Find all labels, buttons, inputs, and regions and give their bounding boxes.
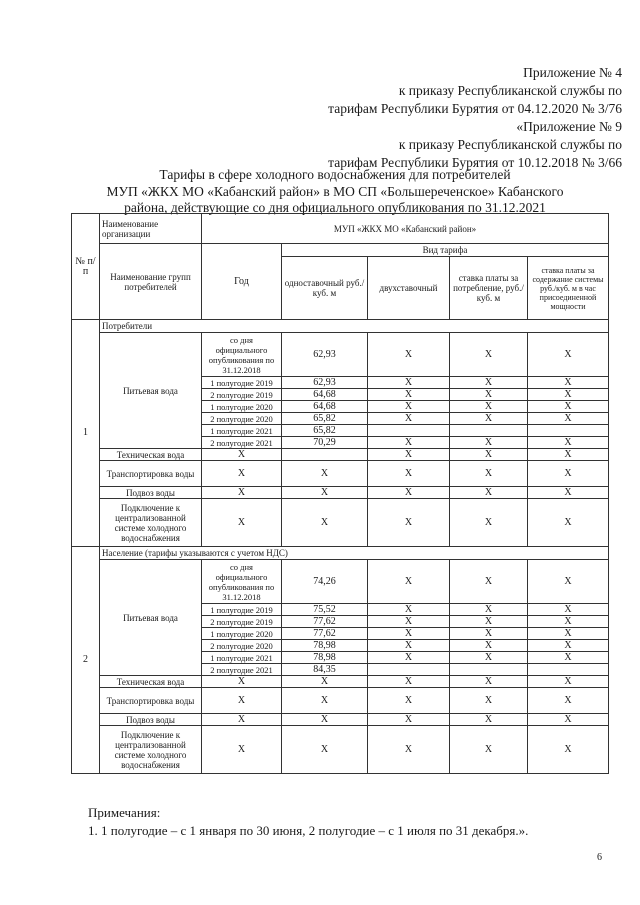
table-row xyxy=(72,688,609,714)
year-value: X xyxy=(202,487,282,499)
period-label: 1 полугодие 2019 xyxy=(202,377,282,389)
consumption-rate-value: X xyxy=(450,389,528,401)
single-rate-value: X xyxy=(282,499,368,547)
capacity-rate-value: X xyxy=(528,487,609,499)
consumer-group-name: Подключение к централизованной системе холодного водоснабжения xyxy=(100,726,202,774)
consumption-rate-value: X xyxy=(450,377,528,389)
two-rate-value: X xyxy=(368,487,450,499)
consumption-rate-value: X xyxy=(450,652,528,664)
single-rate-value: 62,93 xyxy=(282,377,368,389)
consumer-group-name: Техническая вода xyxy=(100,449,202,461)
section-title-row xyxy=(72,547,609,560)
consumer-group-name: Подключение к централизованной системе холодного водоснабжения xyxy=(100,499,202,547)
table-row xyxy=(72,714,609,726)
column-header-two-rate: двухставочный xyxy=(368,257,450,320)
two-rate-value: X xyxy=(368,401,450,413)
consumption-rate-value: X xyxy=(450,640,528,652)
year-value: X xyxy=(202,499,282,547)
table-row xyxy=(72,333,609,377)
column-header-consumer-group: Наименование групп потребителей xyxy=(100,244,202,320)
two-rate-value: X xyxy=(368,616,450,628)
title-line: МУП «ЖКХ МО «Кабанский район» в МО СП «Большереченское» Кабанского xyxy=(106,183,564,199)
title-line: Тарифы в сфере холодного водоснабжения для потребителей xyxy=(159,167,511,182)
single-rate-value: X xyxy=(282,726,368,774)
year-value: X xyxy=(202,726,282,774)
capacity-rate-value xyxy=(528,425,609,437)
period-label: 1 полугодие 2020 xyxy=(202,401,282,413)
period-label: 2 полугодие 2019 xyxy=(202,389,282,401)
header-line: «Приложение № 9 xyxy=(516,119,622,134)
single-rate-value: 65,82 xyxy=(282,425,368,437)
single-rate-value: 78,98 xyxy=(282,652,368,664)
table-row xyxy=(72,461,609,487)
single-rate-value: X xyxy=(282,714,368,726)
two-rate-value xyxy=(368,664,450,676)
period-label: 1 полугодие 2020 xyxy=(202,628,282,640)
single-rate-value: 74,26 xyxy=(282,560,368,604)
column-header-year: Год xyxy=(202,244,282,320)
title-line: района, действующие со дня официального опубликования по 31.12.2021 xyxy=(124,200,546,215)
column-header-tariff-kind: Вид тарифа xyxy=(282,244,609,257)
period-label: 1 полугодие 2021 xyxy=(202,652,282,664)
table-row xyxy=(72,676,609,688)
consumption-rate-value: X xyxy=(450,616,528,628)
single-rate-value: X xyxy=(282,487,368,499)
two-rate-value: X xyxy=(368,676,450,688)
section-number: 2 xyxy=(72,547,100,774)
capacity-rate-value: X xyxy=(528,714,609,726)
consumption-rate-value: X xyxy=(450,333,528,377)
column-header-consumption-rate: ставка платы за потребление, руб./ куб. м xyxy=(450,257,528,320)
capacity-rate-value: X xyxy=(528,401,609,413)
two-rate-value: X xyxy=(368,726,450,774)
consumption-rate-value: X xyxy=(450,628,528,640)
consumption-rate-value: X xyxy=(450,413,528,425)
document-title xyxy=(90,167,580,217)
consumer-group-name: Подвоз воды xyxy=(100,714,202,726)
consumption-rate-value: X xyxy=(450,401,528,413)
two-rate-value: X xyxy=(368,389,450,401)
period-label: 2 полугодие 2021 xyxy=(202,664,282,676)
year-value: X xyxy=(202,688,282,714)
capacity-rate-value: X xyxy=(528,560,609,604)
two-rate-value: X xyxy=(368,688,450,714)
capacity-rate-value: X xyxy=(528,676,609,688)
consumption-rate-value: X xyxy=(450,461,528,487)
single-rate-value: 77,62 xyxy=(282,616,368,628)
capacity-rate-value: X xyxy=(528,449,609,461)
organization-name: МУП «ЖКХ МО «Кабанский район» xyxy=(202,214,609,244)
column-header-organization: Наименование организации xyxy=(100,214,202,244)
two-rate-value: X xyxy=(368,640,450,652)
two-rate-value: X xyxy=(368,461,450,487)
capacity-rate-value: X xyxy=(528,413,609,425)
notes-title: Примечания: xyxy=(88,805,161,820)
single-rate-value: X xyxy=(282,461,368,487)
section-title-row xyxy=(72,320,609,333)
single-rate-value: X xyxy=(282,676,368,688)
single-rate-value: 64,68 xyxy=(282,401,368,413)
period-label: 1 полугодие 2021 xyxy=(202,425,282,437)
consumer-group-name: Подвоз воды xyxy=(100,487,202,499)
year-value: X xyxy=(202,714,282,726)
consumer-group-name: Транспортировка воды xyxy=(100,461,202,487)
header-line: к приказу Республиканской службы по xyxy=(398,83,622,98)
table-row xyxy=(72,499,609,547)
two-rate-value: X xyxy=(368,628,450,640)
year-value: X xyxy=(202,449,282,461)
table-row xyxy=(72,726,609,774)
period-label: 2 полугодие 2019 xyxy=(202,616,282,628)
consumption-rate-value: X xyxy=(450,676,528,688)
two-rate-value: X xyxy=(368,604,450,616)
table-row xyxy=(72,560,609,604)
year-value: X xyxy=(202,676,282,688)
period-label: со дня официального опубликования по 31.12.2018 xyxy=(202,333,282,377)
capacity-rate-value: X xyxy=(528,499,609,547)
single-rate-value: 65,82 xyxy=(282,413,368,425)
consumption-rate-value: X xyxy=(450,449,528,461)
notes-text: 1. 1 полугодие – с 1 января по 30 июня, 2 полугодие – с 1 июля по 31 декабря.». xyxy=(88,823,529,838)
two-rate-value: X xyxy=(368,377,450,389)
period-label: 2 полугодие 2020 xyxy=(202,413,282,425)
two-rate-value: X xyxy=(368,714,450,726)
column-header-capacity-rate: ставка платы за содержание системы руб./куб. м в час присоединенной мощности xyxy=(528,257,609,320)
single-rate-value: 62,93 xyxy=(282,333,368,377)
capacity-rate-value: X xyxy=(528,389,609,401)
single-rate-value: 75,52 xyxy=(282,604,368,616)
capacity-rate-value: X xyxy=(528,461,609,487)
two-rate-value: X xyxy=(368,413,450,425)
consumer-group-drinking-water: Питьевая вода xyxy=(100,560,202,676)
single-rate-value: 84,35 xyxy=(282,664,368,676)
consumer-group-name: Техническая вода xyxy=(100,676,202,688)
period-label: 1 полугодие 2019 xyxy=(202,604,282,616)
appendix-header xyxy=(262,64,622,172)
header-line: к приказу Республиканской службы по xyxy=(398,137,622,152)
consumer-group-name: Транспортировка воды xyxy=(100,688,202,714)
section-title: Потребители xyxy=(100,320,609,333)
period-label: 2 полугодие 2021 xyxy=(202,437,282,449)
header-line: Приложение № 4 xyxy=(523,65,622,80)
two-rate-value: X xyxy=(368,499,450,547)
tariff-table xyxy=(71,213,609,774)
column-header-number: № п/п xyxy=(72,214,100,320)
table-row xyxy=(72,449,609,461)
period-label: 2 полугодие 2020 xyxy=(202,640,282,652)
column-header-single-rate: одноставочный руб./ куб. м xyxy=(282,257,368,320)
capacity-rate-value: X xyxy=(528,377,609,389)
capacity-rate-value xyxy=(528,664,609,676)
capacity-rate-value: X xyxy=(528,652,609,664)
notes xyxy=(88,804,608,840)
consumption-rate-value: X xyxy=(450,726,528,774)
capacity-rate-value: X xyxy=(528,437,609,449)
year-value: X xyxy=(202,461,282,487)
table-row xyxy=(72,487,609,499)
period-label: со дня официального опубликования по 31.12.2018 xyxy=(202,560,282,604)
section-title: Население (тарифы указываются с учетом НДС) xyxy=(100,547,609,560)
consumption-rate-value: X xyxy=(450,499,528,547)
capacity-rate-value: X xyxy=(528,604,609,616)
consumption-rate-value: X xyxy=(450,714,528,726)
page-number: 6 xyxy=(597,852,602,863)
consumption-rate-value: X xyxy=(450,688,528,714)
consumption-rate-value: X xyxy=(450,604,528,616)
single-rate-value: 64,68 xyxy=(282,389,368,401)
capacity-rate-value: X xyxy=(528,688,609,714)
consumption-rate-value: X xyxy=(450,437,528,449)
two-rate-value: X xyxy=(368,437,450,449)
single-rate-value xyxy=(282,449,368,461)
two-rate-value: X xyxy=(368,449,450,461)
capacity-rate-value: X xyxy=(528,726,609,774)
consumption-rate-value: X xyxy=(450,560,528,604)
consumption-rate-value: X xyxy=(450,487,528,499)
capacity-rate-value: X xyxy=(528,640,609,652)
two-rate-value xyxy=(368,425,450,437)
capacity-rate-value: X xyxy=(528,333,609,377)
two-rate-value: X xyxy=(368,652,450,664)
two-rate-value: X xyxy=(368,333,450,377)
single-rate-value: X xyxy=(282,688,368,714)
capacity-rate-value: X xyxy=(528,616,609,628)
single-rate-value: 77,62 xyxy=(282,628,368,640)
capacity-rate-value: X xyxy=(528,628,609,640)
consumer-group-drinking-water: Питьевая вода xyxy=(100,333,202,449)
header-line: тарифам Республики Бурятия от 10.12.2018 № 3/66 xyxy=(328,155,622,170)
consumption-rate-value xyxy=(450,425,528,437)
two-rate-value: X xyxy=(368,560,450,604)
section-number: 1 xyxy=(72,320,100,547)
single-rate-value: 78,98 xyxy=(282,640,368,652)
header-line: тарифам Республики Бурятия от 04.12.2020 № 3/76 xyxy=(328,101,622,116)
consumption-rate-value xyxy=(450,664,528,676)
single-rate-value: 70,29 xyxy=(282,437,368,449)
